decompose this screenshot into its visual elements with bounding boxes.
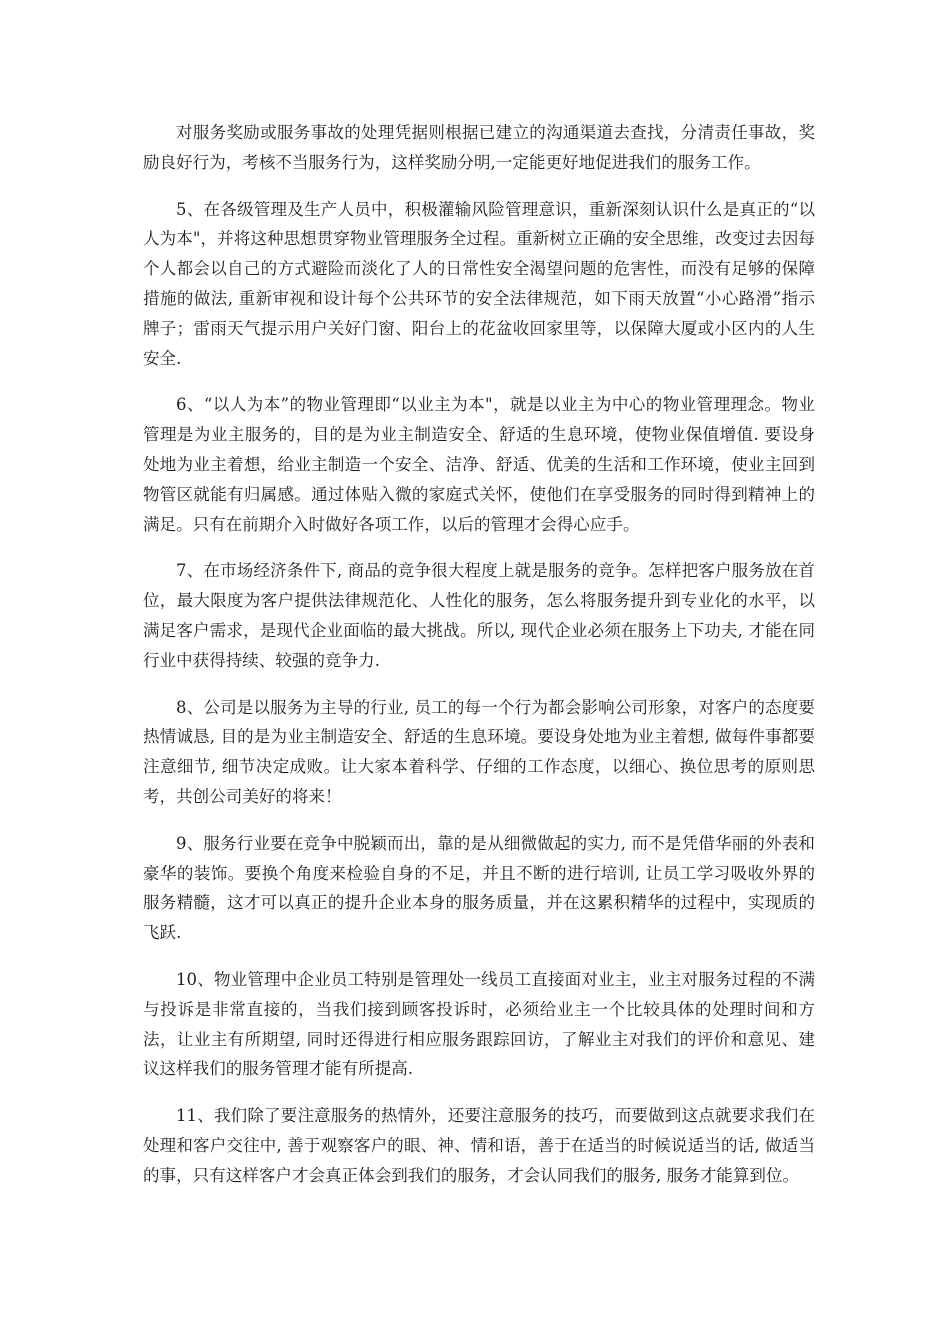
paragraph-9-service-industry: 9、服务行业要在竞争中脱颖而出，靠的是从细微做起的实力, 而不是凭借华丽的外表和豪华的装饰。要换个角度来检验自身的不足，并且不断的进行培训, 让员工学习吸收外界的服务精髓，这才可以真正的提升企业本身的服务质量，并在这累积精华的过程中，实现质的飞跃. [143,833,815,943]
paragraph-6-owner-centered: 6、“以人为本”的物业管理即“以业主为本"，就是以业主为中心的物业管理理念。物业管理是为业主服务的，目的是为业主制造安全、舒适的生息环境，使物业保值增值. 要设身处地为业主着想，给业主制造一个安全、洁净、舒适、优美的生活和工作环境，使业主回到物管区就能有归属感。通过体贴入微的家庭式关怀，使他们在享受服务的同时得到精神上的满足。只有在前期介入时做好各项工作，以后的管理才会得心应手。 [143,395,815,534]
paragraph-5-risk-management: 5、在各级管理及生产人员中，积极灌输风险管理意识，重新深刻认识什么是真正的“以人为本"，并将这种思想贯穿物业管理服务全过程。重新树立正确的安全思维，改变过去因每个人都会以自己的方式避险而淡化了人的日常性安全渴望问题的危害性，而没有足够的保障措施的做法, 重新审视和设计每个公共环节的安全法律规范，如下雨天放置“小心路滑”指示牌子；雷雨天气提示用户关好门窗、阳台上的花盆收回家里等，以保障大厦或小区内的人生安全. [143,199,815,368]
document-body [143,118,815,1208]
paragraph-11-service-skills: 11、我们除了要注意服务的热情外，还要注意服务的技巧，而要做到这点就要求我们在处理和客户交往中, 善于观察客户的眼、神、情和语，善于在适当的时候说适当的话, 做适当的事，只有这样客户才会真正体会到我们的服务，才会认同我们的服务, 服务才能算到位。 [143,1106,815,1185]
paragraph-7-service-competition: 7、在市场经济条件下, 商品的竞争很大程度上就是服务的竞争。怎样把客户服务放在首位，最大限度为客户提供法律规范化、人性化的服务，怎么将服务提升到专业化的水平，以满足客户需求，是现代企业面临的最大挑战。所以, 现代企业必须在服务上下功夫, 才能在同行业中获得持续、较强的竞争力. [143,561,815,670]
paragraph-8-company-service: 8、公司是以服务为主导的行业, 员工的每一个行为都会影响公司形象，对客户的态度要热情诚恳, 目的是为业主制造安全、舒适的生息环境。要设身处地为业主着想, 做每件事都要注意细节, 细节决定成败。让大家本着科学、仔细的工作态度，以细心、换位思考的原则思考，共创公司美好的将来！ [143,697,815,806]
paragraph-10-complaints: 10、物业管理中企业员工特别是管理处一线员工直接面对业主，业主对服务过程的不满与投诉是非常直接的，当我们接到顾客投诉时，必须给业主一个比较具体的处理时间和方法，让业主有所期望, 同时还得进行相应服务跟踪回访，了解业主对我们的评价和意见、建议这样我们的服务管理才能有所提高. [143,969,815,1079]
paragraph-reward-basis: 对服务奖励或服务事故的处理凭据则根据已建立的沟通渠道去查找，分清责任事故，奖励良好行为，考核不当服务行为，这样奖励分明,一定能更好地促进我们的服务工作。 [143,123,815,172]
